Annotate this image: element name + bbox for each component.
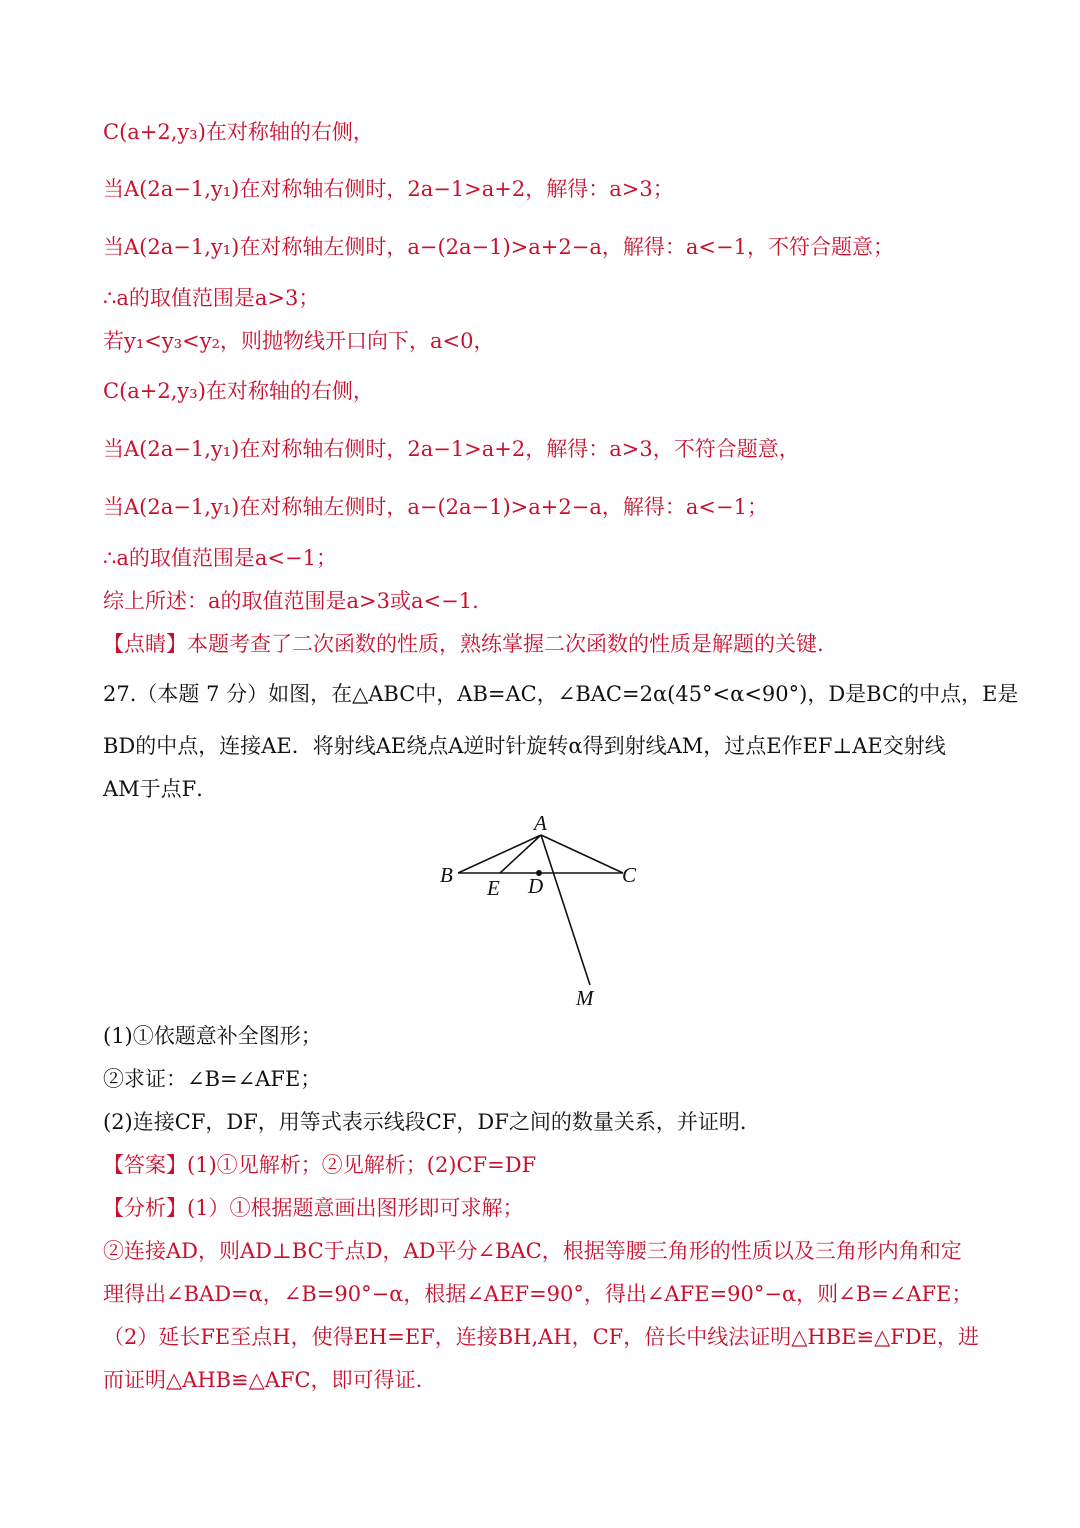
label-b: B: [440, 863, 453, 887]
question-27-line-1: 27.（本题 7 分）如图，在△ABC中，AB=AC，∠BAC=2α(45°<α<90°)，D是BC的中点，E是: [103, 682, 1019, 706]
solution-line-8: 当A(2a−1,y₁)在对称轴左侧时，a−(2a−1)>a+2−a，解得：a<−1；: [103, 495, 768, 519]
label-m: M: [576, 986, 594, 1010]
analysis-line-1: 【分析】(1）①根据题意画出图形即可求解；: [103, 1196, 524, 1220]
analysis-line-2: ②连接AD，则AD⊥BC于点D，AD平分∠BAC，根据等腰三角形的性质以及三角形内角和定: [103, 1239, 962, 1263]
solution-line-1: C(a+2,y₃)在对称轴的右侧，: [103, 120, 374, 144]
part-2: (2)连接CF，DF，用等式表示线段CF，DF之间的数量关系，并证明．: [103, 1110, 761, 1134]
label-e: E: [487, 876, 500, 900]
label-c: C: [622, 863, 637, 887]
answer-line: 【答案】(1)①见解析；②见解析；(2)CF=DF: [103, 1153, 537, 1177]
part-1-item-2: ②求证：∠B=∠AFE；: [103, 1067, 322, 1091]
question-27-line-2: BD的中点，连接AE．将射线AE绕点A逆时针旋转α得到射线AM，过点E作EF⊥AE交射线: [103, 734, 946, 758]
solution-line-4: ∴a的取值范围是a>3；: [103, 286, 320, 310]
part-1-item-1: (1)①依题意补全图形；: [103, 1024, 322, 1048]
solution-line-5: 若y₁<y₃<y₂，则抛物线开口向下，a<0，: [103, 329, 495, 353]
analysis-line-5: 而证明△AHB≌△AFC，即可得证.: [103, 1368, 423, 1392]
segment-ab: [458, 835, 541, 873]
ray-am: [541, 835, 590, 985]
solution-line-3: 当A(2a−1,y₁)在对称轴左侧时，a−(2a−1)>a+2−a，解得：a<−1，不符合题意；: [103, 235, 894, 259]
key-point-note: 【点睛】本题考查了二次函数的性质，熟练掌握二次函数的性质是解题的关键.: [103, 632, 824, 656]
label-d: D: [528, 874, 544, 898]
solution-line-6: C(a+2,y₃)在对称轴的右侧，: [103, 379, 374, 403]
segment-ac: [541, 835, 623, 873]
analysis-line-3: 理得出∠BAD=α，∠B=90°−α，根据∠AEF=90°，得出∠AFE=90°−α，则∠B=∠AFE；: [103, 1282, 973, 1306]
segment-ae: [500, 835, 541, 873]
analysis-line-4: （2）延长FE至点H，使得EH=EF，连接BH,AH，CF，倍长中线法证明△HBE≌△FDE，进: [103, 1325, 979, 1349]
label-a: A: [534, 811, 547, 835]
solution-line-2: 当A(2a−1,y₁)在对称轴右侧时，2a−1>a+2，解得：a>3；: [103, 177, 674, 201]
solution-line-9: ∴a的取值范围是a<−1；: [103, 546, 337, 570]
solution-line-10: 综上所述：a的取值范围是a>3或a<−1.: [103, 589, 479, 613]
geometry-diagram: [430, 808, 660, 1018]
solution-line-7: 当A(2a−1,y₁)在对称轴右侧时，2a−1>a+2，解得：a>3，不符合题意，: [103, 437, 800, 461]
question-27-line-3: AM于点F．: [103, 777, 218, 801]
